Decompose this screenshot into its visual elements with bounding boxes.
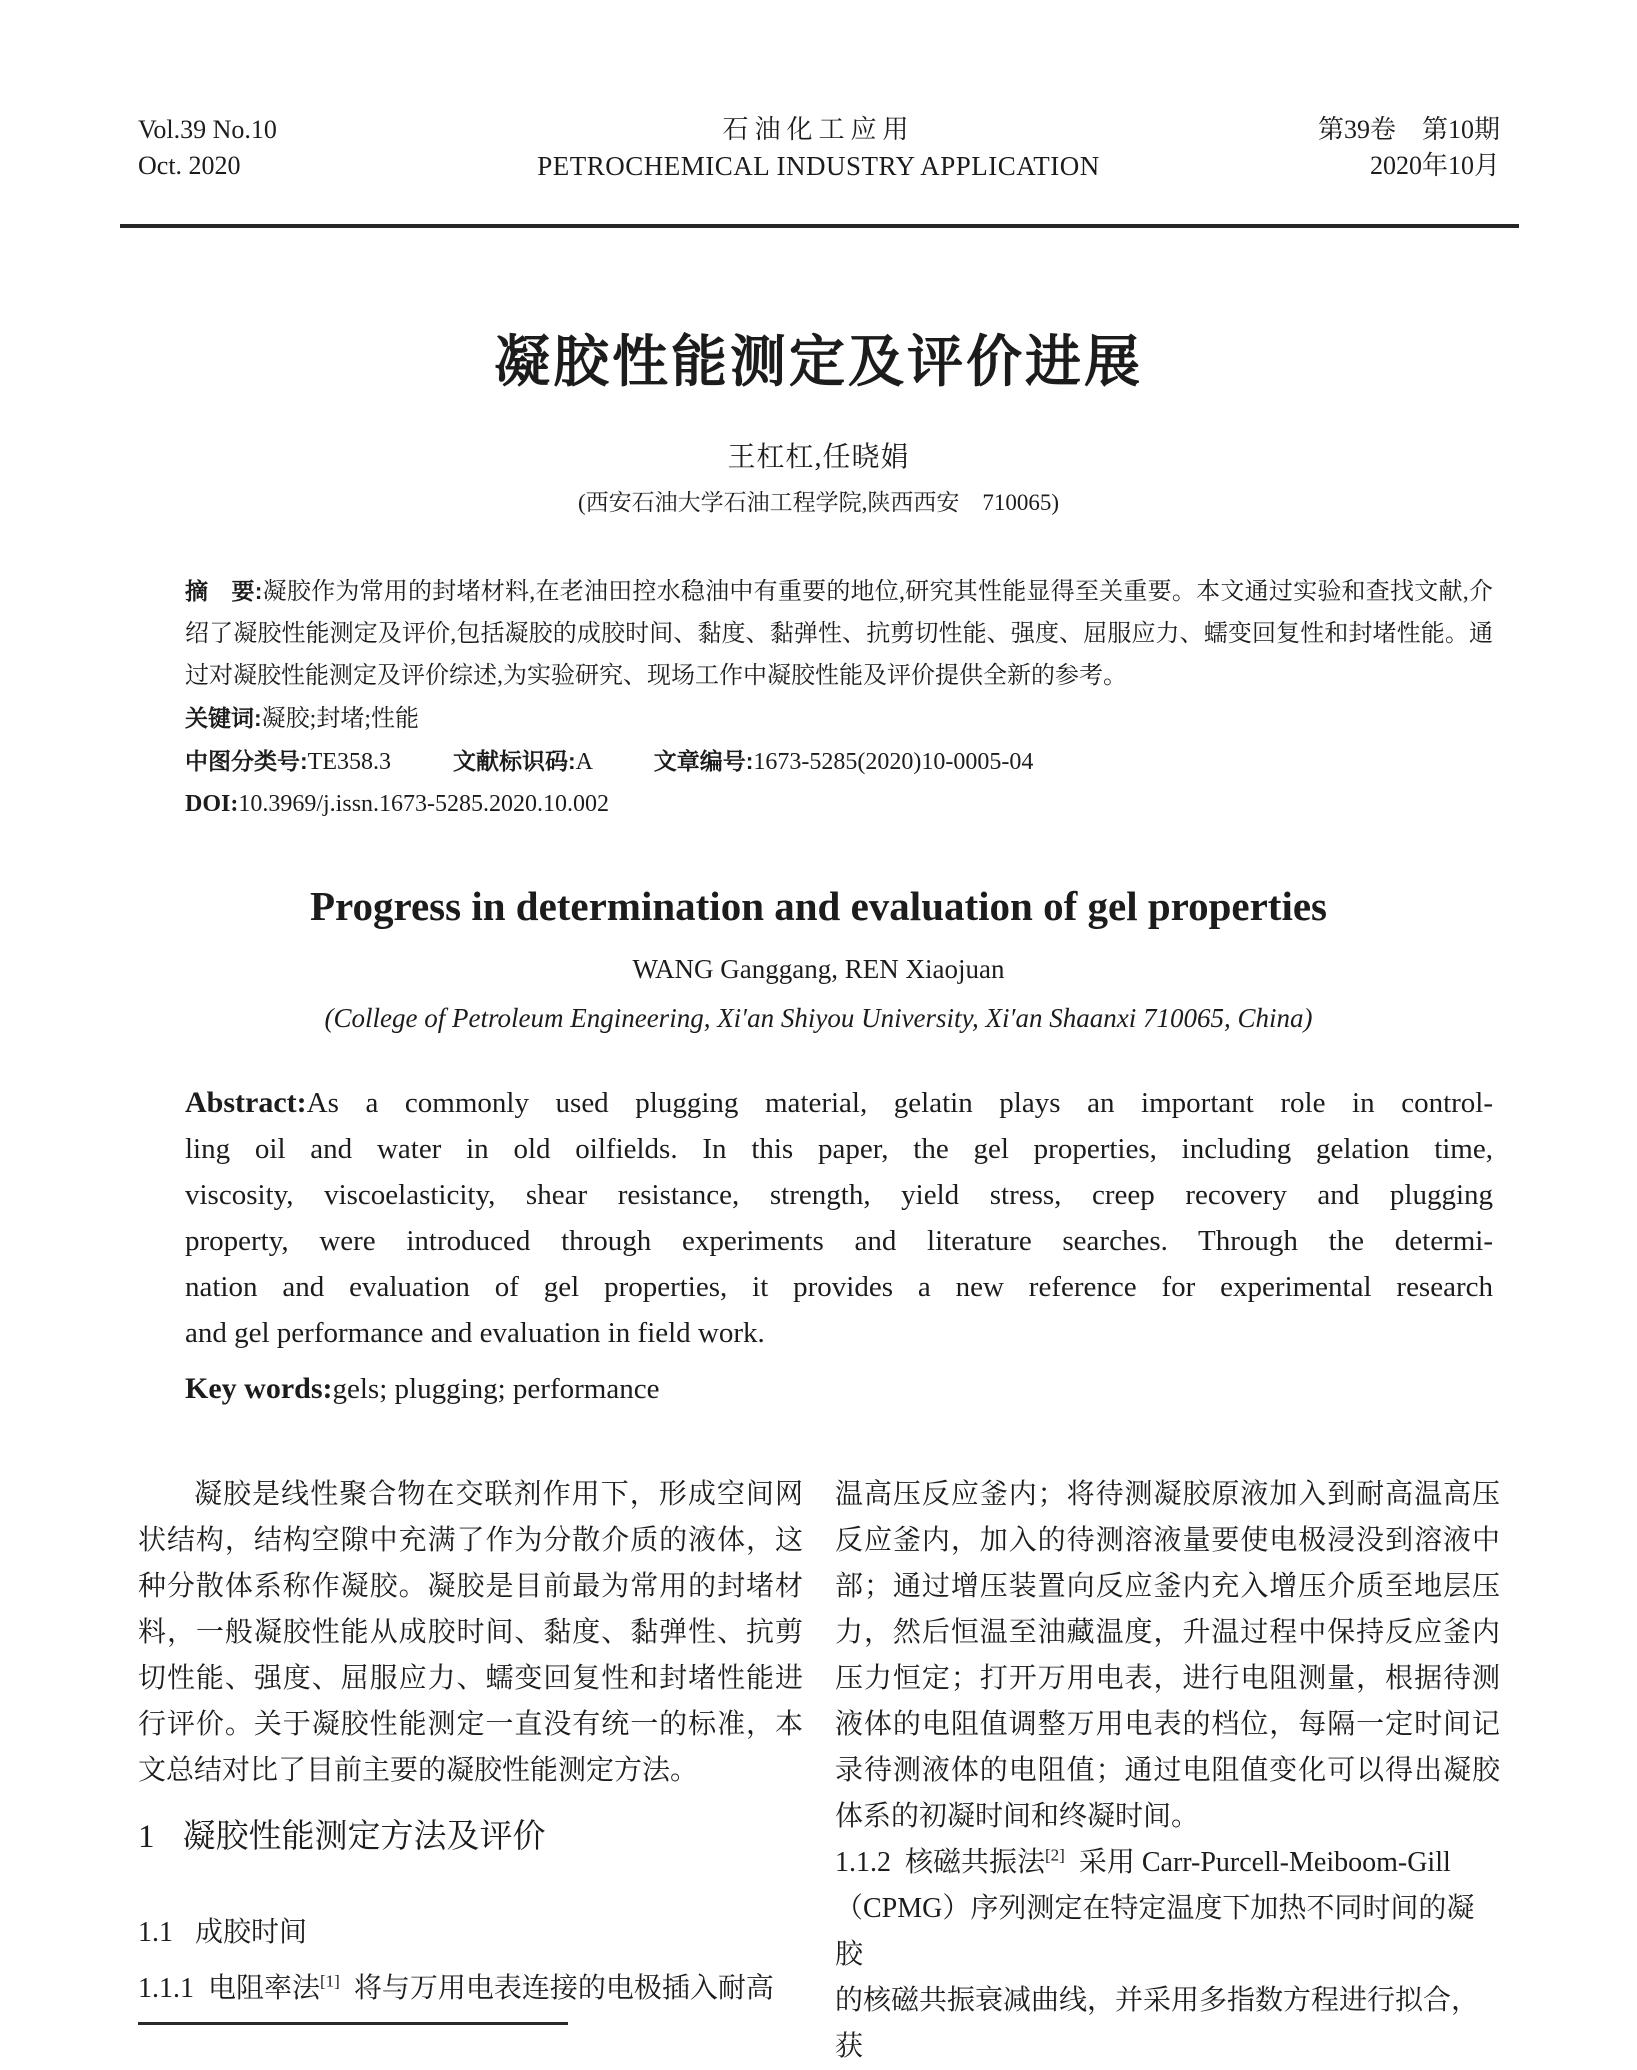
footnote-rule: [138, 2022, 568, 2025]
chinese-meta-block: [185, 570, 1493, 825]
body-columns: [138, 1472, 1500, 2070]
abstract-cn: [185, 570, 1493, 697]
article-no-pair: [654, 749, 1034, 775]
affiliation-cn: (西安石油大学石油工程学院,陕西西安 710065): [577, 490, 1060, 515]
section-1-1-title: 成胶时间: [195, 1917, 308, 1948]
abstract-label-cn: 摘 要:: [185, 578, 263, 604]
clc-pair: [185, 749, 391, 775]
header-date-en: Oct. 2020: [138, 151, 241, 180]
section-1-title: 凝胶性能测定方法及评价: [182, 1819, 546, 1855]
section-1-number: 1: [138, 1819, 155, 1855]
section-1-1-number: 1.1: [138, 1917, 173, 1948]
section-1-1-2-line3: 的核磁共振衰减曲线，并采用多指数方程进行拟合，获: [835, 1985, 1480, 2062]
section-1-1-1-number: 1.1.1: [138, 1973, 194, 2004]
section-1-1-2-number: 1.1.2: [835, 1847, 891, 1878]
keywords-label-en: Key words:: [185, 1372, 333, 1405]
journal-title-en: PETROCHEMICAL INDUSTRY APPLICATION: [537, 151, 1100, 181]
header-right: [1318, 112, 1500, 184]
abstract-en-text-1: As a commonly used plugging material, gelatin plays an important role in control-: [306, 1087, 1493, 1119]
doc-code-pair: [453, 749, 592, 775]
authors-en: WANG Ganggang, REN Xiaojuan: [632, 954, 1005, 984]
abstract-en-line-3: viscosity, viscoelasticity, shear resistance, strength, yield stress, creep recovery and plugging: [185, 1179, 1493, 1211]
header-vol-issue-cn: 第39卷 第10期: [1317, 115, 1500, 144]
header-rule: [120, 224, 1519, 228]
doc-code-value: A: [575, 749, 592, 775]
affiliation-en: (College of Petroleum Engineering, Xi′an Shiyou University, Xi′an Shaanxi 710065, China): [324, 1003, 1313, 1033]
article-no-label: 文章编号:: [653, 748, 754, 774]
right-column: [835, 1472, 1500, 2070]
classification-line: [185, 740, 1493, 783]
abstract-en-line-6: and gel performance and evaluation in field work.: [185, 1317, 765, 1349]
keywords-cn: [185, 697, 1493, 740]
section-1-1-2-method: 核磁共振法: [905, 1847, 1046, 1878]
section-1-1-1-line: [138, 1968, 803, 2010]
abstract-en-line-2: ling oil and water in old oilfields. In this paper, the gel properties, including gelation time,: [185, 1133, 1493, 1165]
section-1-1-1-method: 电阻率法: [208, 1973, 321, 2004]
reference-2-marker: [2]: [1045, 1845, 1065, 1865]
abstract-en-line-4: property, were introduced through experiments and literature searches. Through the determi-: [185, 1225, 1493, 1257]
intro-paragraph: 凝胶是线性聚合物在交联剂作用下，形成空间网状结构，结构空隙中充满了作为分散介质的液体，这种分散体系称作凝胶。凝胶是目前最为常用的封堵材料，一般凝胶性能从成胶时间、黏度、黏弹性、抗剪切性能、强度、屈服应力、蠕变回复性和封堵性能进行评价。关于凝胶性能测定一直没有统一的标准，本文总结对比了目前主要的凝胶性能测定方法。: [138, 1479, 803, 1786]
authors-cn: 王杠杠,任晓娟: [727, 442, 910, 473]
journal-title-cn: 石油化工应用: [722, 115, 915, 144]
header-date-cn: 2020年10月: [1369, 151, 1500, 180]
keywords-label-cn: 关键词:: [185, 705, 262, 731]
header-vol-issue-en: Vol.39 No.10: [138, 115, 277, 144]
abstract-text-cn: 凝胶作为常用的封堵材料,在老油田控水稳油中有重要的地位,研究其性能显得至关重要。本文通过实验和查找文献,介绍了凝胶性能测定及评价,包括凝胶的成胶时间、黏度、黏弹性、抗剪切性能、强度、屈服应力、蠕变回复性和封堵性能。通过对凝胶性能测定及评价综述,为实验研究、现场工作中凝胶性能及评价提供全新的参考。: [185, 579, 1493, 689]
left-column: [138, 1472, 803, 2070]
doi-value: 10.3969/j.issn.1673-5285.2020.10.002: [238, 791, 610, 817]
keywords-text-cn: 凝胶;封堵;性能: [261, 706, 420, 732]
article-title-cn: 凝胶性能测定及评价进展: [494, 332, 1143, 394]
abstract-en-line-1: [185, 1080, 1493, 1126]
abstract-label-en: Abstract:: [185, 1086, 307, 1119]
abstract-en-line-5: nation and evaluation of gel properties, it provides a new reference for experimental research: [185, 1271, 1493, 1303]
section-1-1-2-line: [835, 1840, 1500, 1886]
section-1-1-2-line2: （CPMG）序列测定在特定温度下加热不同时间的凝胶: [835, 1893, 1475, 1970]
abstract-en: [185, 1080, 1493, 1412]
doi-label: DOI:: [185, 791, 239, 817]
clc-label: 中图分类号:: [185, 748, 308, 774]
reference-1-marker: [1]: [320, 1971, 340, 1991]
keywords-en: [185, 1366, 1493, 1412]
section-1-1-1-text: 将与万用电表连接的电极插入耐高: [353, 1973, 774, 2004]
continuation-paragraph: 温高压反应釜内；将待测凝胶原液加入到耐高温高压反应釜内，加入的待测溶液量要使电极浸没到溶液中部；通过增压装置向反应釜内充入增压介质至地层压力，然后恒温至油藏温度，升温过程中保持反应釜内压力恒定；打开万用电表，进行电阻测量，根据待测液体的电阻值调整万用电表的档位，每隔一定时间记录待测液体的电阻值；通过电阻值变化可以得出凝胶体系的初凝时间和终凝时间。: [835, 1479, 1500, 1832]
article-no-value: 1673-5285(2020)10-0005-04: [753, 749, 1034, 775]
clc-value: TE358.3: [307, 749, 391, 775]
article-title-en: Progress in determination and evaluation of gel properties: [310, 883, 1327, 929]
section-1-1-heading: [138, 1912, 803, 1954]
section-1-heading: [138, 1814, 803, 1860]
keywords-text-en: gels; plugging; performance: [332, 1373, 660, 1405]
doc-code-label: 文献标识码:: [453, 748, 576, 774]
doi-line: [185, 783, 1493, 825]
section-1-1-2-text: 采用 Carr-Purcell-Meiboom-Gill: [1078, 1847, 1451, 1878]
